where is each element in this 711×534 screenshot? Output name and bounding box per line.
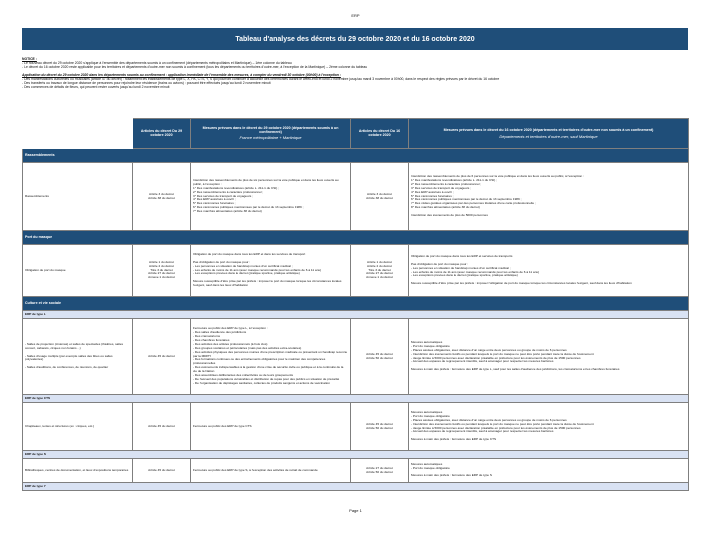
notice-line: - Le décret du 16 octobre 2020 reste applicable pour les territoires et départements d'outre-mer non soumis à confinement (tous les départements ou territoires d'outre-mer, à l'exception de la Martinique) – 2ème colonne du tableau [22, 65, 368, 70]
row-label: Rassemblements [23, 163, 133, 231]
notice-heading: NOTICE : [22, 57, 37, 61]
row-articles-right: Article 45 du décret Article 50 du décret [351, 403, 409, 451]
page-footer: Page 1 [349, 508, 362, 513]
table-row [23, 459, 689, 483]
header-measures-right-sub: Départements et territoires d'outre-mer, sauf Martinique [499, 133, 598, 139]
table-header-row [23, 119, 689, 149]
section-rassemblements: Rassemblements [23, 149, 689, 163]
decree-table [22, 118, 689, 491]
table-row [23, 163, 689, 231]
notice-block [22, 57, 688, 89]
row-measures-right: Mesures automatiques - Port du masque obligatoire - Places assises obligatoires, avec distance d'un siège entre deux personnes ou groupe de moins de 6 personnes - Interdiction des événements festifs ou pendant lesquels le port du masque ne peut être porté pendant toute la durée de l'évènement - Jauge limitée à 5000 personnes avec déclaration préalable en préfecture pour les événements de plus de 1500 personnes - Accueil des espaces de regroupement interdits, sauf à aménager pour respecter les mesures barrières Mesures à main des préfets : fermeture des ERP de type L, sauf pour les salles d'audience des juridictions, les crématoriums et les chambres funéraires [409, 319, 689, 395]
application-heading: Application du décret du 29 octobre 2020 dans les départements soumis au confinement : application immédiate de l'ensemble des mesures, à compter du vendredi 30 octobre (00h00) à l'exception : [22, 72, 341, 77]
row-articles-left: Article 45 du décret [133, 403, 191, 451]
header-measures-left [191, 119, 351, 149]
application-line: - Des manifestations culturelles ou musicales (article 47 du décret) : notamment les établissements de type L, X, PA, CTS, Y, S qui pourront continuer à accueillir des cérémonies durant le week-end et lundi 2 novembre jusqu'au mardi 3 novembre à 00h00, dans le respect des règles prévues par le décret du 16 octobre [22, 76, 500, 81]
row-articles-right: Article 1 du décret Article 2 du décret Titre 3 du décret Article 27 du décret Annexe 1 du décret [351, 245, 409, 297]
page-title: Tableau d'analyse des décrets du 29 octobre 2020 et du 16 octobre 2020 [22, 28, 688, 50]
row-measures-right: Obligation de port du masque dans tous les ERP et services de transports Pas d'obligation de port du masque pour : - Les personnes en situation de handicap munies d'un certificat médical ; - Les enfants de moins de 11 ans (avec masque recommandé pour les enfants de 6 à 11 ans) - Les exceptions prévues dans le décret (pratique sportive, pratique artistique) Mesure susceptible d'être prise par les préfets : imposer l'obligation de port du masque lorsque les circonstances locales l'exigent, sauf dans les lieux d'habitation [409, 245, 689, 297]
table-row [23, 245, 689, 297]
subsection-row [23, 483, 689, 491]
subsection-erp-y: ERP de type Y [23, 483, 689, 491]
header-measures-left-title: Mesures prévues dans le décret du 29 octobre 2020 (départements soumis à un confinement) [202, 125, 339, 134]
notice-line: - Le nouveau décret du 29 octobre 2020 s'applique à l'ensemble des départements soumis à un confinement (départements métropolitains et Martinique) – 1ère colonne du tableau [22, 61, 292, 66]
section-row [23, 149, 689, 163]
subsection-row [23, 395, 689, 403]
page-header: ERP [351, 13, 360, 18]
application-line: - Des transferts ou travaux de longue distance de personnes pour rejoindre leur résidence (trains ou avions) : pouvant être effectués jusqu'au lundi 2 novembre minuit [22, 81, 271, 86]
row-measures-left: Fermeture au public des ERP de type CTS [191, 403, 351, 451]
row-articles-left: Article 3 du décret Article 38 du décret [133, 163, 191, 231]
row-measures-right: Mesures automatiques - Port du masque obligatoire - Places assises obligatoires, avec distance d'un siège entre deux personnes ou groupe de moins de 6 personnes - Interdiction des événements festifs ou pendant lesquels le port du masque ne peut être porté pendant toute la durée de l'évènement - Jauge limitée à 5000 personnes avec déclaration préalable en préfecture pour les événements de plus de 1500 personnes - Accueil des espaces de regroupement interdits, sauf à aménager pour respecter les mesures barrières Mesures à main des préfets : fermeture des ERP de type CTS [409, 403, 689, 451]
header-measures-right-title: Mesures prévues dans le décret du 16 octobre 2020 (départements et territoires d'outre-mer non soumis à un confinement) [443, 127, 654, 132]
header-measures-right [409, 119, 689, 149]
header-articles-left: Articles du décret Du 29 octobre 2020 [133, 119, 191, 149]
subsection-erp-l: ERP de type L [23, 311, 689, 319]
row-articles-right: Article 3 du décret Article 38 du décret [351, 163, 409, 231]
section-port-masque: Port du masque [23, 231, 689, 245]
header-blank [23, 119, 133, 149]
subsection-row [23, 451, 689, 459]
header-measures-left-sub: France métropolitaine + Martinique [239, 135, 302, 141]
subsection-erp-cts: ERP de type CTS [23, 395, 689, 403]
application-line: - Des commerces de détails de fleurs, qui peuvent rester ouverts jusqu'au lundi 2 novembre minuit [22, 85, 170, 90]
row-articles-left: Article 1 du décret Article 2 du décret Titre 3 du décret Article 27 du décret Annexe 1 du décret [133, 245, 191, 297]
row-label: - Salles de projection (cinémas) et salles de spectacles (théâtres, salles concert, cabarets, cirques non forains…) - Salles d'usage multiple (par exemple salles des fêtes ou salles polyvalentes) - Salles d'auditions, de conférences, de réunions, de quartier [23, 319, 133, 395]
row-measures-left: Fermeture au public des ERP de type L, à l'exception : - Des salles d'audience des juridictions - Des crématoriums - Des chambres funéraires - Des activités des artistes professionnels (à huis clos) - Des groupes scolaires et périscolaires (mais pas des activités extra-scolaires) - Des activités physiques des personnes munies d'une prescription médicale ou présentant un handicap reconnu par la MDPH - Des formations continues ou des entraînements obligatoires pour le maintien des compétences professionnelles - Des évènements indispensables à la gestion d'une crise de sécurité civile ou publique et à la continuité de la vie de la Nation - Des assemblées délibérantes des collectivités ou de leurs groupements - De l'accueil des populations vulnérables et distribution de repas pour des publics en situation de précarité - De l'organisation de dépistages sanitaires, collectes de produits sanguins et actions de vaccination [191, 319, 351, 395]
row-label: Chapiteaux, tentes et structures (ex : cirques, etc.) [23, 403, 133, 451]
table-row [23, 403, 689, 451]
section-row [23, 231, 689, 245]
section-row [23, 297, 689, 311]
row-label: Bibliothèques, centres de documentation, et lieux d'expositions temporaires [23, 459, 133, 483]
row-articles-right: Article 45 du décret Article 50 du décret [351, 319, 409, 395]
header-articles-right: Articles du décret Du 16 octobre 2020 [351, 119, 409, 149]
row-measures-right: Mesures automatiques - Port du masque obligatoire Mesures à main des préfets : fermeture des ERP de type S [409, 459, 689, 483]
row-articles-right: Article 27 du décret Article 50 du décret [351, 459, 409, 483]
row-measures-right: Interdiction des rassemblements de plus de 6 personnes sur la voie publique et dans les lieux ouverts au public, à l'exception : 1° Des manifestations revendicatives (article L. 211-1 du CSI) ; 2° Des rassemblements à caractère professionnel ; 3° Des services de transport de voyageurs ; 4° Des ERP autorisés à ouvrir ; 5° Des cérémonies funéraires ; 6° Des cérémonies publiques mentionnées par le décret du 13 septembre 1989 ; 7° Des visites guidées organisées par des personnes titulaires d'une carte professionnelle ; 8° Des marchés alimentaires (article 38 du décret) Interdiction des évènements de plus de 5000 personnes [409, 163, 689, 231]
row-measures-left: Interdiction des rassemblements de plus de six personnes sur la voie publique et dans les lieux ouverts au public, à l'exception : 1° Des manifestations revendicatives (article L. 211-1 du CSI) ; 2° Des rassemblements à caractère professionnel ; 3° Des services de transport de voyageurs ; 4° Des ERP autorisés à ouvrir ; 5° Des cérémonies funéraires ; 6° Des cérémonies publiques mentionnées par le décret du 13 septembre 1989 ; 7° Des marchés alimentaires (article 38 du décret) [191, 163, 351, 231]
section-culture: Culture et vie sociale [23, 297, 689, 311]
subsection-erp-s: ERP de type S [23, 451, 689, 459]
table-row [23, 319, 689, 395]
row-label: Obligation de port du masque [23, 245, 133, 297]
row-measures-left: Fermeture au public des ERP de type S, à l'exception des activités de retrait de commande [191, 459, 351, 483]
row-measures-left: Obligation de port du masque dans tous les ERP et dans les services de transport Pas d'obligation de port du masque pour : - Les personnes en situation de handicap munies d'un certificat médical ; - Les enfants de moins de 11 ans (avec masque recommandé pour les enfants de 6 à 11 ans) - Les exceptions prévues dans le décret (pratique sportive, pratique artistique) Mesure susceptible d'être prise par les préfets : imposer le port du masque lorsque les circonstances locales l'exigent, sauf dans les lieux d'habitation [191, 245, 351, 297]
subsection-row [23, 311, 689, 319]
row-articles-left: Article 45 du décret [133, 319, 191, 395]
row-articles-left: Article 45 du décret [133, 459, 191, 483]
